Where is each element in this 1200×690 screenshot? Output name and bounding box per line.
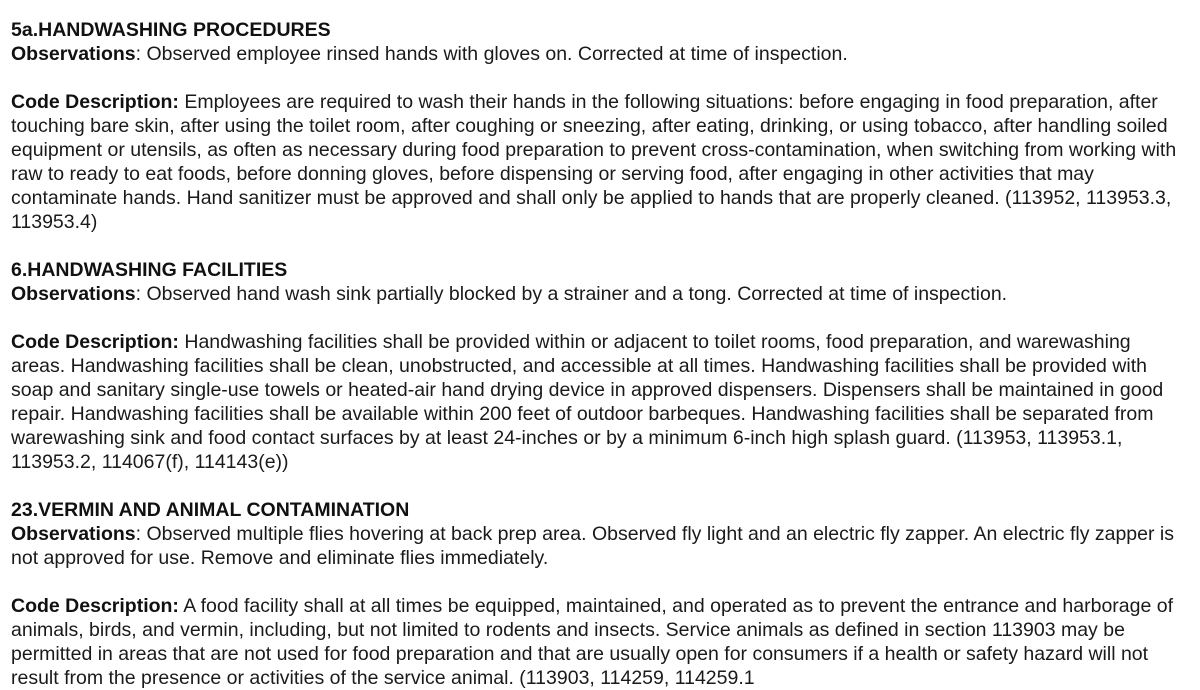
observations-label: Observations [11, 43, 136, 65]
code-description-paragraph [11, 594, 1181, 690]
paragraph-spacer [11, 66, 1181, 90]
section-spacer [11, 474, 1181, 498]
section-heading: 5a.HANDWASHING PROCEDURES [11, 19, 331, 41]
code-description-text: A food facility shall at all times be equipped, maintained, and operated as to prevent the entrance and harborage of animals, birds, and vermin, including, but not limited to rodents and insects. Service animals as defined in section 113903 may be permitted in areas that are not used for food preparation and that are usually open for consumers if a health or safety hazard will not result from the presence or activities of the service animal. (113903, 114259, 114259.1 [11, 595, 1174, 689]
observations-text: : Observed multiple flies hovering at back prep area. Observed fly light and an electric fly zapper. An electric fly zapper is not approved for use. Remove and eliminate flies immediately. [11, 523, 1174, 569]
observations-text: : Observed employee rinsed hands with gloves on. Corrected at time of inspection. [135, 43, 848, 65]
paragraph-spacer [11, 306, 1181, 330]
code-description-label: Code Description: [11, 91, 179, 113]
section-handwashing-facilities [11, 258, 1181, 498]
code-description-text: Employees are required to wash their hands in the following situations: before engaging in food preparation, after touching bare skin, after using the toilet room, after coughing or sneezing, after eating, drinking, or using tobacco, after handling soiled equipment or utensils, as often as necessary during food preparation to prevent cross-contamination, when switching from working with raw to ready to eat foods, before donning gloves, before dispensing or serving food, after engaging in other activities that may contaminate hands. Hand sanitizer must be approved and shall only be applied to hands that are properly cleaned. (113952, 113953.3, 113953.4) [11, 91, 1177, 233]
section-vermin-animal-contamination [11, 498, 1181, 690]
section-heading: 23.VERMIN AND ANIMAL CONTAMINATION [11, 499, 410, 521]
code-description-paragraph [11, 330, 1181, 474]
observations-label: Observations [11, 283, 136, 305]
observations-paragraph [11, 42, 1181, 66]
section-spacer [11, 234, 1181, 258]
section-heading: 6.HANDWASHING FACILITIES [11, 259, 288, 281]
observations-text: : Observed hand wash sink partially blocked by a strainer and a tong. Corrected at time of inspection. [135, 283, 1008, 305]
code-description-paragraph [11, 90, 1181, 234]
inspection-report-page [11, 18, 1181, 690]
observations-paragraph [11, 282, 1181, 306]
code-description-label: Code Description: [11, 595, 179, 617]
observations-paragraph [11, 522, 1181, 570]
paragraph-spacer [11, 570, 1181, 594]
section-handwashing-procedures [11, 18, 1181, 258]
observations-label: Observations [11, 523, 136, 545]
code-description-text: Handwashing facilities shall be provided within or adjacent to toilet rooms, food preparation, and warewashing areas. Handwashing facilities shall be clean, unobstructed, and accessible at all times. Handwashing facilities shall be provided with soap and sanitary single-use towels or heated-air hand drying device in approved dispensers. Dispensers shall be maintained in good repair. Handwashing facilities shall be available within 200 feet of outdoor barbeques. Handwashing facilities shall be separated from warewashing sink and food contact surfaces by at least 24-inches or by a minimum 6-inch high splash guard. (113953, 113953.1, 113953.2, 114067(f), 114143(e)) [11, 331, 1164, 473]
code-description-label: Code Description: [11, 331, 179, 353]
